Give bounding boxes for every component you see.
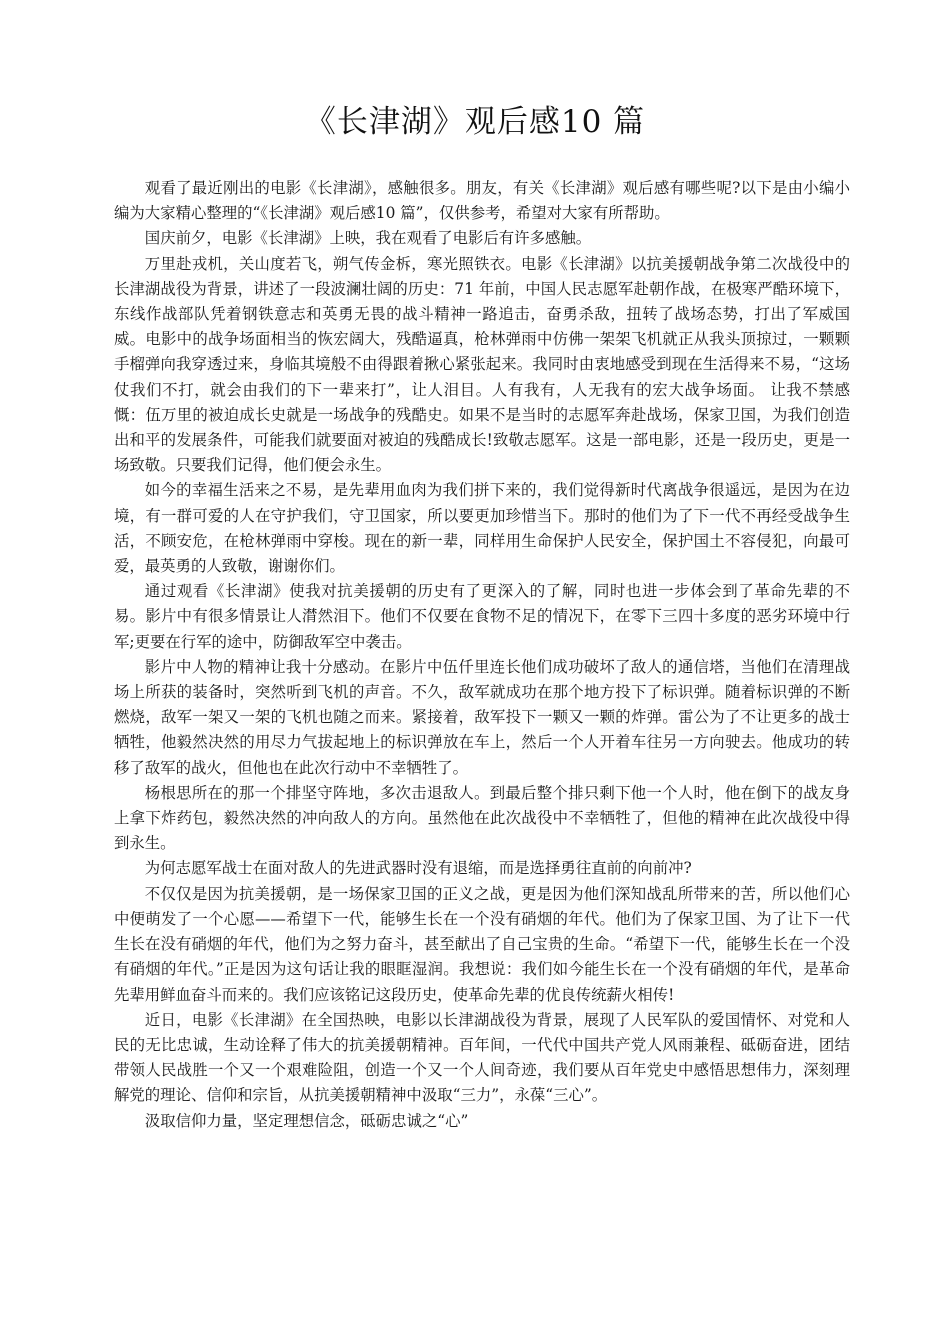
paragraph-history-understanding: 通过观看《长津湖》使我对抗美援朝的历史有了更深入的了解，同时也进一步体会到了革命先辈的不易。影片中有很多情景让人潸然泪下。他们不仅要在食物不足的情况下，在零下三四十多度的恶劣环境中行军;更要在行军的途中，防御敌军空中袭击。	[114, 582, 850, 651]
paragraph-battle-scenes: 万里赴戎机，关山度若飞，朔气传金柝，寒光照铁衣。电影《长津湖》以抗美援朝战争第二次战役中的长津湖战役为背景，讲述了一段波澜壮阔的历史：71 年前，中国人民志愿军赴朝作战，在极寒严酷环境下，东线作战部队凭着钢铁意志和英勇无畏的战斗精神一路追击，奋勇杀敌，扭转了战场态势，打出了军威国威。电影中的战争场面相当的恢宏阔大，残酷逼真，枪林弹雨中仿佛一架架飞机就正从我头顶掠过，一颗颗手榴弹向我穿透过来，身临其境般不由得跟着揪心紧张起来。我同时由衷地感受到现在生活得来不易，“这场仗我们不打，就会由我们的下一辈来打”，让人泪目。人有我有，人无我有的宏大战争场面。 让我不禁感慨：伍万里的被迫成长史就是一场战争的残酷史。如果不是当时的志愿军奔赴战场，保家卫国，为我们创造出和平的发展条件，可能我们就要面对被迫的残酷成长!致敬志愿军。这是一部电影，还是一段历史，更是一场致敬。只要我们记得，他们便会永生。	[114, 254, 850, 475]
document-title: 《长津湖》观后感10 篇	[304, 104, 646, 140]
paragraph-national-day: 国庆前夕，电影《长津湖》上映，我在观看了电影后有许多感触。	[144, 229, 592, 248]
paragraph-section-heading: 汲取信仰力量，坚定理想信念，砥砺忠诚之“心”	[144, 1111, 469, 1130]
paragraph-happy-life: 如今的幸福生活来之不易，是先辈用血肉为我们拼下来的，我们觉得新时代离战争很遥远，是因为在边境，有一群可爱的人在守护我们，守卫国家，所以要更加珍惜当下。那时的他们为了下一代不再经受战争生活，不顾安危，在枪林弹雨中穿梭。现在的新一辈，同样用生命保护人民安全，保护国土不容侵犯，向最可爱，最英勇的人致敬，谢谢你们。	[114, 481, 850, 576]
paragraph-question: 为何志愿军战士在面对敌人的先进武器时没有退缩，而是选择勇往直前的向前冲?	[144, 859, 692, 878]
paragraph-party-history: 近日，电影《长津湖》在全国热映，电影以长津湖战役为背景，展现了人民军队的爱国情怀、对党和人民的无比忠诚，生动诠释了伟大的抗美援朝精神。百年间，一代代中国共产党人风雨兼程、砥砺奋进，团结带领人民战胜一个又一个艰难险阻，创造一个又一个人间奇迹，我们要从百年党史中感悟思想伟力，深刻理解党的理论、信仰和宗旨，从抗美援朝精神中汲取“三力”，永葆“三心”。	[114, 1010, 850, 1105]
paragraph-lei-gong: 影片中人物的精神让我十分感动。在影片中伍仟里连长他们成功破坏了敌人的通信塔，当他们在清理战场上所获的装备时，突然听到飞机的声音。不久，敌军就成功在那个地方投下了标识弹。随着标识弹的不断燃烧，敌军一架又一架的飞机也随之而来。紧接着，敌军投下一颗又一颗的炸弹。雷公为了不让更多的战士牺牲，他毅然决然的用尽力气拔起地上的标识弹放在车上，然后一个人开着车往另一方向驶去。他成功的转移了敌军的战火，但他也在此次行动中不幸牺牲了。	[114, 657, 850, 777]
document-body	[114, 176, 850, 1134]
paragraph-next-generation: 不仅仅是因为抗美援朝，是一场保家卫国的正义之战，更是因为他们深知战乱所带来的苦，所以他们心中便萌发了一个心愿——希望下一代，能够生长在一个没有硝烟的年代。他们为了保家卫国、为了让下一代生长在没有硝烟的年代，他们为之努力奋斗，甚至献出了自己宝贵的生命。“希望下一代，能够生长在一个没有硝烟的年代。”正是因为这句话让我的眼眶湿润。我想说：我们如今能生长在一个没有硝烟的年代，是革命先辈用鲜血奋斗而来的。我们应该铭记这段历史，使革命先辈的优良传统薪火相传!	[114, 884, 850, 1004]
paragraph-yang-gensi: 杨根思所在的那一个排坚守阵地，多次击退敌人。到最后整个排只剩下他一个人时，他在倒下的战友身上拿下炸药包，毅然决然的冲向敌人的方向。虽然他在此次战役中不幸牺牲了，但他的精神在此次战役中得到永生。	[114, 783, 850, 853]
paragraph-intro: 观看了最近刚出的电影《长津湖》，感触很多。朋友，有关《长津湖》观后感有哪些呢?以下是由小编小编为大家精心整理的“《长津湖》观后感10 篇”，仅供参考，希望对大家有所帮助。	[114, 179, 850, 223]
